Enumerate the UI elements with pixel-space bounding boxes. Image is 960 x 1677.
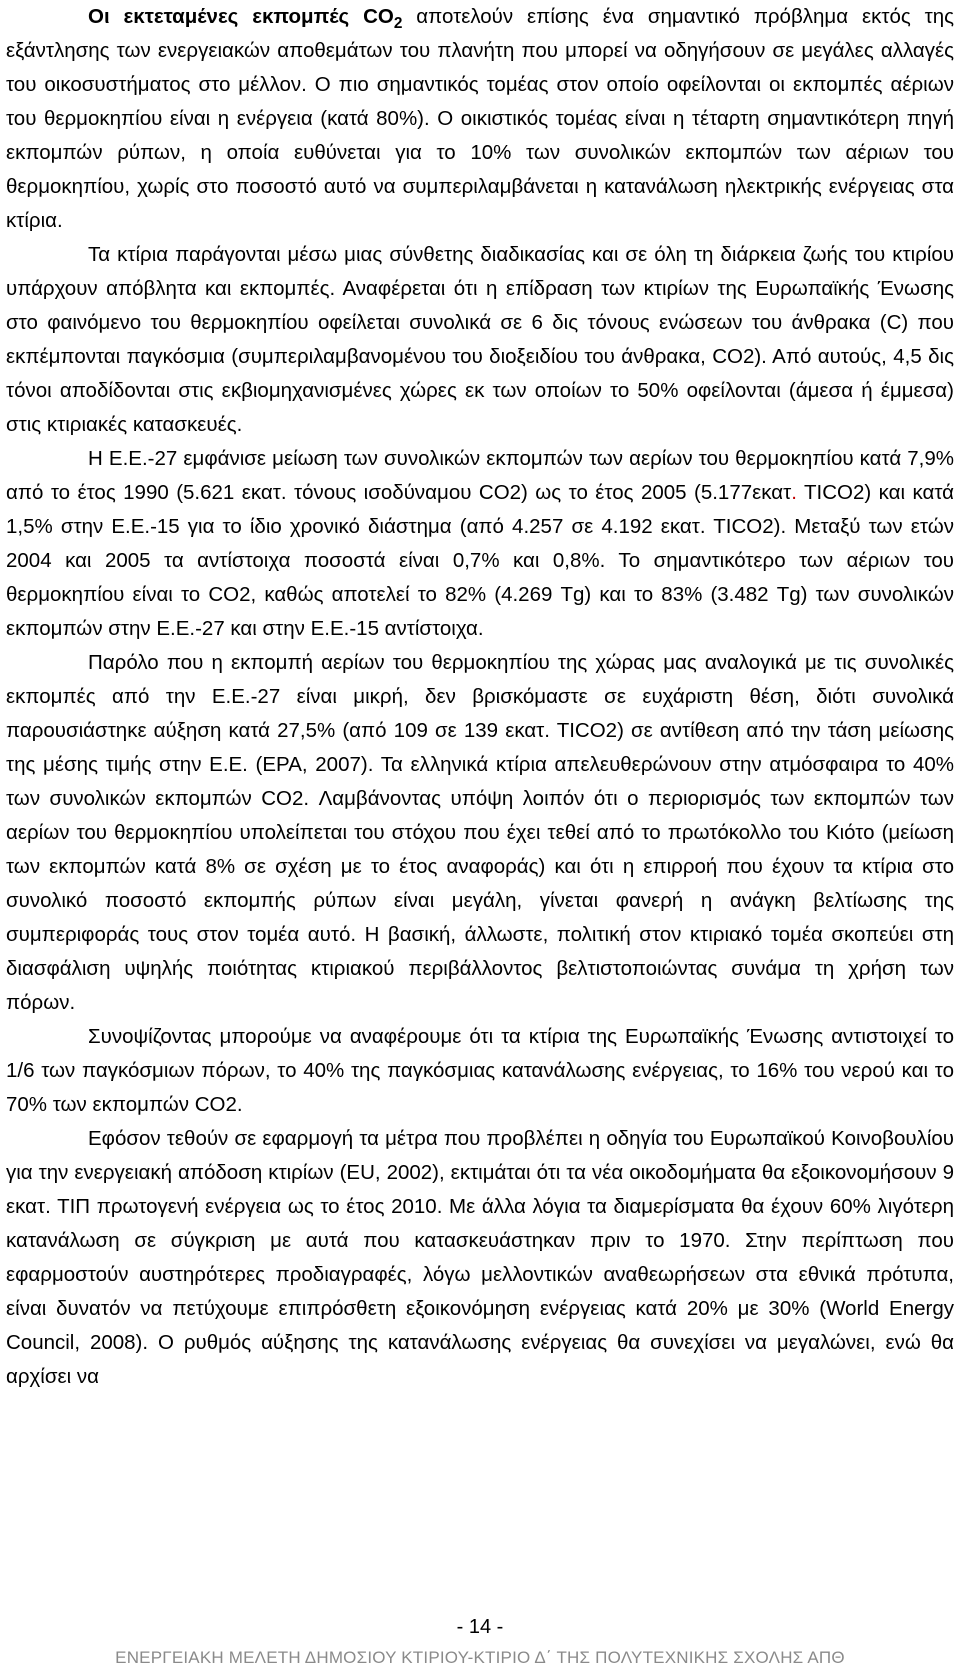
bold-lead-text: Οι εκτεταμένες εκπομπές CO [88, 5, 394, 28]
paragraph-5: Συνοψίζοντας μπορούμε να αναφέρουμε ότι τα κτίρια της Ευρωπαϊκής Ένωσης αντιστοιχεί το 1/6 των παγκόσμιων πόρων, το 40% της παγκόσμιας κατανάλωσης ενέργειας, το 16% του νερού και το 70% των εκπομπών CO2. [6, 1025, 954, 1116]
bold-lead-subscript: 2 [393, 15, 403, 33]
paragraph-1 [6, 0, 954, 238]
paragraph-3-red-mark: . [791, 481, 797, 504]
paragraph-3-text-a: Η Ε.Ε.-27 εμφάνισε μείωση των συνολικών εκπομπών των αερίων του θερμοκηπίου κατά 7,9% από το έτος 1990 (5.621 εκατ. τόνους ισοδύναμου CO2) ως το έτος 2005 (5.177εκατ [6, 447, 954, 504]
paragraph-1-bold-lead [88, 5, 403, 33]
paragraph-2: Τα κτίρια παράγονται μέσω μιας σύνθετης διαδικασίας και σε όλη τη διάρκεια ζωής του κτιρίου υπάρχουν απόβλητα και εκπομπές. Αναφέρεται ότι η επίδραση των κτιρίων της Ευρωπαϊκής Ένωσης στο φαινόμενο του θερμοκηπίου οφείλεται συνολικά σε 6 δις τόνους ενώσεων του άνθρακα (C) που εκπέμπονται παγκόσμια (συμπεριλαμβανομένου του διοξειδίου του άνθρακα, CO2). Από αυτούς, 4,5 δις τόνοι αποδίδονται στις εκβιομηχανισμένες χώρες εκ των οποίων το 50% οφείλονται (άμεσα ή έμμεσα) στις κτιριακές κατασκευές. [6, 243, 954, 436]
paragraph-1-text: αποτελούν επίσης ένα σημαντικό πρόβλημα εκτός της εξάντλησης των ενεργειακών αποθεμάτων του πλανήτη που μπορεί να οδηγήσουν σε μεγάλες αλλαγές του οικοσυστήματος στο μέλλον. Ο πιο σημαντικός τομέας στον οποίο οφείλονται οι εκπομπές αέριων του θερμοκηπίου είναι η ενέργεια (κατά 80%). Ο οικιστικός τομέας είναι η τέταρτη σημαντικότερη πηγή εκπομπών ρύπων, η οποία ευθύνεται για το 10% των συνολικών εκπομπών των αέριων του θερμοκηπίου, χωρίς στο ποσοστό αυτό να συμπεριλαμβάνεται η κατανάλωση ηλεκτρικής ενέργειας στα κτίρια. [6, 5, 955, 232]
paragraph-6: Εφόσον τεθούν σε εφαρμογή τα μέτρα που προβλέπει η οδηγία του Ευρωπαϊκού Κοινοβουλίου για την ενεργειακή απόδοση κτιρίων (EU, 2002), εκτιμάται ότι τα νέα οικοδομήματα θα εξοικονομήσουν 9 εκατ. ΤΙΠ πρωτογενή ενέργεια ως το έτος 2010. Με άλλα λόγια τα διαμερίσματα θα έχουν 60% λιγότερη κατανάλωση σε σύγκριση με αυτά που κατασκευάστηκαν πριν το 1970. Στην περίπτωση που εφαρμοστούν αυστηρότερες προδιαγραφές, λόγω μελλοντικών αναθεωρήσεων στα εθνικά πρότυπα, είναι δυνατόν να πετύχουμε επιπρόσθετη εξοικονόμηση ενέργειας κατά 20% με 30% (World Energy Council, 2008). Ο ρυθμός αύξησης της κατανάλωσης ενέργειας θα συνεχίσει να μεγαλώνει, ενώ θα αρχίσει να [6, 1127, 954, 1388]
page-number: - 14 - [456, 1616, 504, 1638]
document-page [6, 0, 954, 1394]
footer-title: ΕΝΕΡΓΕΙΑΚΗ ΜΕΛΕΤΗ ΔΗΜΟΣΙΟΥ ΚΤΙΡΙΟΥ-ΚΤΙΡΙΟ Δ΄ ΤΗΣ ΠΟΛΥΤΕΧΝΙΚΗΣ ΣΧΟΛΗΣ ΑΠΘ [115, 1648, 845, 1667]
paragraph-3-text-b: ΤΙCO2) και κατά 1,5% στην Ε.Ε.-15 για το ίδιο χρονικό διάστημα (από 4.257 σε 4.192 εκατ. ΤΙCO2). Μεταξύ των ετών 2004 και 2005 τα αντίστοιχα ποσοστά είναι 0,7% και 0,8%. Το σημαντικότερο των αέριων του θερμοκηπίου είναι το CO2, καθώς αποτελεί το 82% (4.269 Tg) και το 83% (3.482 Tg) των συνολικών εκπομπών στην Ε.Ε.-27 και στην Ε.Ε.-15 αντίστοιχα. [6, 481, 954, 640]
paragraph-3 [6, 442, 954, 646]
paragraph-4: Παρόλο που η εκπομπή αερίων του θερμοκηπίου της χώρας μας αναλογικά με τις συνολικές εκπομπές από την Ε.Ε.-27 είναι μικρή, δεν βρισκόμαστε σε ευχάριστη θέση, διότι συνολικά παρουσιάστηκε αύξηση κατά 27,5% (από 109 σε 139 εκατ. ΤΙCO2) σε αντίθεση από την τάση μείωσης της μέσης τιμής στην Ε.Ε. (EPA, 2007). Τα ελληνικά κτίρια απελευθερώνουν στην ατμόσφαιρα το 40% των συνολικών εκπομπών CO2. Λαμβάνοντας υπόψη λοιπόν ότι ο περιορισμός των εκπομπών των αερίων του θερμοκηπίου υπολείπεται του στόχου που έχει τεθεί από το πρωτόκολλο του Κιότο (μείωση των εκπομπών κατά 8% σε σχέση με το έτος αναφοράς) και ότι η επιρροή που έχουν τα κτίρια στο συνολικό ποσοστό εκπομπής ρύπων είναι μεγάλη, γίνεται φανερή η ανάγκη βελτίωσης της συμπεριφοράς τους στον τομέα αυτό. Η βασική, άλλωστε, πολιτική στον κτιριακό τομέα σκοπεύει στη διασφάλιση υψηλής ποιότητας κτιριακού περιβάλλοντος βελτιστοποιώντας συνάμα τη χρήση των πόρων. [6, 651, 954, 1014]
